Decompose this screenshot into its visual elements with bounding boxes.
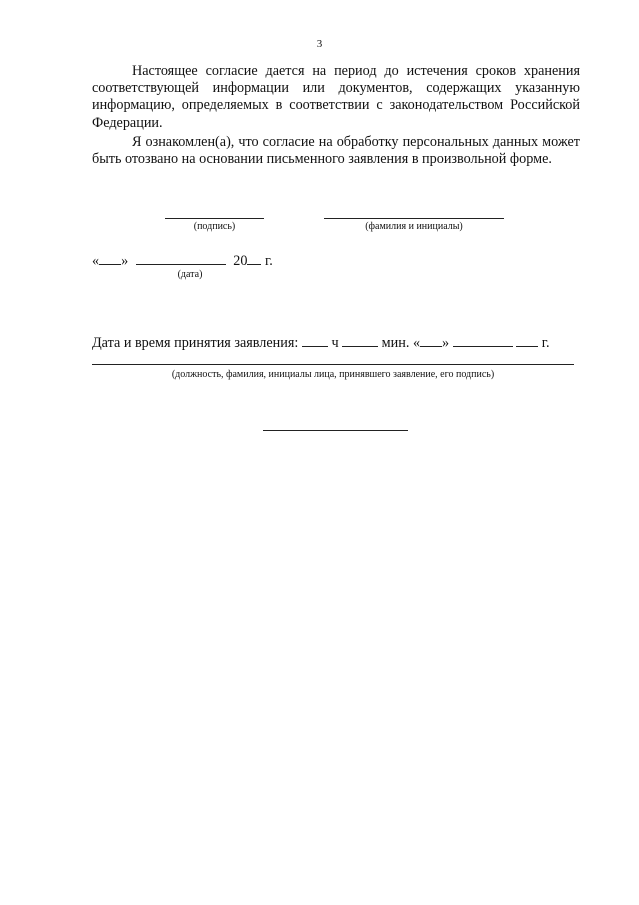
date-open-quote: « xyxy=(92,253,100,269)
name-caption: (фамилия и инициалы) xyxy=(365,221,463,232)
page-number: 3 xyxy=(316,38,323,50)
hours-blank xyxy=(302,334,328,347)
day-blank xyxy=(99,252,121,265)
year-blank xyxy=(247,252,261,265)
signature-line xyxy=(165,218,264,219)
closing-separator-line xyxy=(263,430,408,431)
acceptance-label: Дата и время принятия заявления: xyxy=(92,335,299,351)
date-line xyxy=(92,252,273,269)
acceptance-year-suffix: г. xyxy=(541,335,550,351)
withdrawal-notice-paragraph: Я ознакомлен(а), что согласие на обработку персональных данных может быть отозвано на основании письменного заявления в произвольной форме. xyxy=(92,134,580,168)
minutes-unit: мин. xyxy=(381,335,410,351)
acceptance-month-blank xyxy=(453,334,513,347)
acceptance-year-blank xyxy=(516,334,538,347)
acceptance-close-quote: » xyxy=(442,335,450,351)
name-line xyxy=(324,218,504,219)
signature-caption: (подпись) xyxy=(193,221,236,232)
minutes-blank xyxy=(342,334,378,347)
month-blank xyxy=(136,252,226,265)
acceptance-line xyxy=(92,334,550,351)
official-caption: (должность, фамилия, инициалы лица, принявшего заявление, его подпись) xyxy=(171,369,495,380)
official-line xyxy=(92,364,574,365)
date-caption: (дата) xyxy=(177,269,203,280)
consent-period-paragraph: Настоящее согласие дается на период до истечения сроков хранения соответствующей информации или документов, содержащих указанную информацию, определяемых в соответствии с законодательством Российской Федерации. xyxy=(92,63,580,131)
acceptance-open-quote: « xyxy=(412,335,421,351)
year-suffix: г. xyxy=(265,253,273,269)
hours-unit: ч xyxy=(331,335,339,351)
year-prefix: 20 xyxy=(233,253,248,269)
date-close-quote: » xyxy=(121,253,129,269)
acceptance-day-blank xyxy=(420,334,442,347)
